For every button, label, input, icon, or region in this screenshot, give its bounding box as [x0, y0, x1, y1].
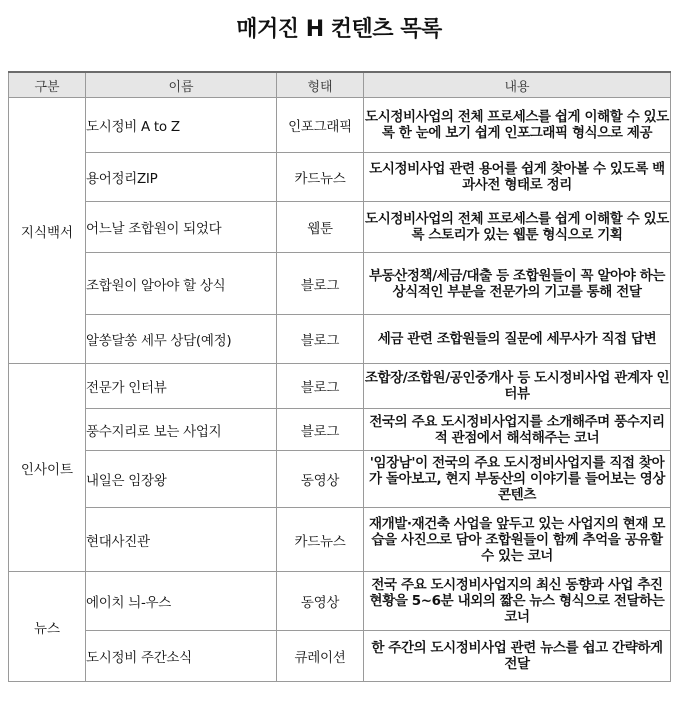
- content-description: 세금 관련 조합원들의 질문에 세무사가 직접 답변: [364, 315, 671, 364]
- content-form: 블로그: [277, 253, 364, 315]
- table-row: [9, 202, 671, 253]
- header-category: 구분: [9, 72, 86, 98]
- table-row: [9, 572, 671, 631]
- category-cell: 지식백서: [9, 98, 86, 364]
- content-name: 전문가 인터뷰: [86, 364, 277, 409]
- content-name: 도시정비 A to Z: [86, 98, 277, 153]
- content-name: 내일은 임장왕: [86, 451, 277, 508]
- content-description: 도시정비사업의 전체 프로세스를 쉽게 이해할 수 있도록 한 눈에 보기 쉽게 인포그래픽 형식으로 제공: [364, 98, 671, 153]
- content-form: 블로그: [277, 315, 364, 364]
- table-row: [9, 315, 671, 364]
- content-form: 블로그: [277, 364, 364, 409]
- content-form: 인포그래픽: [277, 98, 364, 153]
- content-name: 조합원이 알아야 할 상식: [86, 253, 277, 315]
- content-description: 전국 주요 도시정비사업지의 최신 동향과 사업 추진 현황을 5~6분 내외의 짧은 뉴스 형식으로 전달하는 코너: [364, 572, 671, 631]
- content-name: 어느날 조합원이 되었다: [86, 202, 277, 253]
- content-form: 웹툰: [277, 202, 364, 253]
- category-cell: 뉴스: [9, 572, 86, 682]
- content-name: 용어정리ZIP: [86, 153, 277, 202]
- content-name: 알쏭달쏭 세무 상담(예정): [86, 315, 277, 364]
- content-description: 조합장/조합원/공인중개사 등 도시정비사업 관계자 인터뷰: [364, 364, 671, 409]
- table-row: [9, 508, 671, 572]
- table-row: [9, 409, 671, 451]
- category-cell: 인사이트: [9, 364, 86, 572]
- table-row: [9, 98, 671, 153]
- content-description: 전국의 주요 도시정비사업지를 소개해주며 풍수지리적 관점에서 해석해주는 코너: [364, 409, 671, 451]
- content-form: 블로그: [277, 409, 364, 451]
- content-description: 도시정비사업의 전체 프로세스를 쉽게 이해할 수 있도록 스토리가 있는 웹툰 형식으로 기획: [364, 202, 671, 253]
- table-row: [9, 364, 671, 409]
- content-name: 에이치 늬-우스: [86, 572, 277, 631]
- header-form: 형태: [277, 72, 364, 98]
- content-name: 도시정비 주간소식: [86, 631, 277, 682]
- table-row: [9, 153, 671, 202]
- header-content: 내용: [364, 72, 671, 98]
- table-row: [9, 451, 671, 508]
- content-description: 한 주간의 도시정비사업 관련 뉴스를 쉽고 간략하게 전달: [364, 631, 671, 682]
- content-name: 풍수지리로 보는 사업지: [86, 409, 277, 451]
- content-form: 카드뉴스: [277, 508, 364, 572]
- content-form: 큐레이션: [277, 631, 364, 682]
- content-form: 동영상: [277, 451, 364, 508]
- page-title: 매거진 H 컨텐츠 목록: [236, 17, 442, 42]
- content-description: 도시정비사업 관련 용어를 쉽게 찾아볼 수 있도록 백과사전 형태로 정리: [364, 153, 671, 202]
- contents-table: [8, 71, 671, 682]
- content-description: 부동산정책/세금/대출 등 조합원들이 꼭 알아야 하는 상식적인 부분을 전문가의 기고를 통해 전달: [364, 253, 671, 315]
- table-header-row: [9, 72, 671, 98]
- content-form: 동영상: [277, 572, 364, 631]
- content-name: 현대사진관: [86, 508, 277, 572]
- content-description: '임장남'이 전국의 주요 도시정비사업지를 직접 찾아가 돌아보고, 현지 부동산의 이야기를 들어보는 영상 콘텐츠: [364, 451, 671, 508]
- table-row: [9, 253, 671, 315]
- content-form: 카드뉴스: [277, 153, 364, 202]
- table-row: [9, 631, 671, 682]
- header-name: 이름: [86, 72, 277, 98]
- content-description: 재개발·재건축 사업을 앞두고 있는 사업지의 현재 모습을 사진으로 담아 조합원들이 함께 추억을 공유할 수 있는 코너: [364, 508, 671, 572]
